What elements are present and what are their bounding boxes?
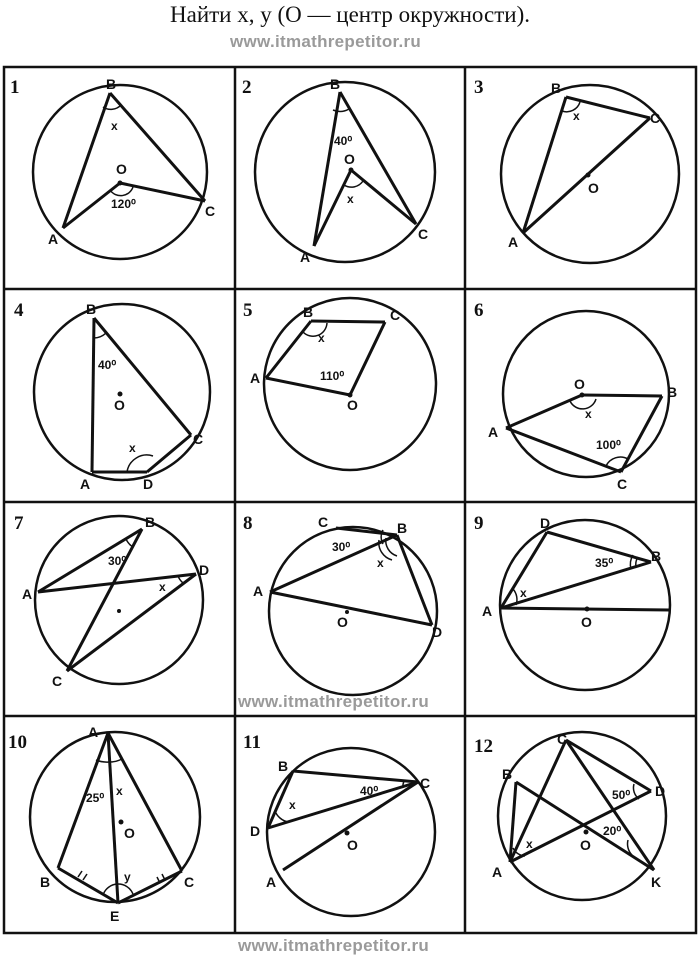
- label-B: B: [303, 304, 314, 320]
- label-C: C: [184, 874, 195, 890]
- label-O: O: [347, 837, 358, 853]
- segments: [92, 318, 191, 472]
- label-C: C: [617, 476, 628, 492]
- angle-label: 30⁰: [108, 554, 127, 568]
- label-A: A: [508, 234, 519, 250]
- label-y: y: [124, 870, 131, 884]
- center-dot: [345, 831, 350, 836]
- label-D: D: [199, 562, 210, 578]
- problem-9: [474, 513, 670, 690]
- problem-1: [10, 76, 215, 259]
- circle: [34, 304, 210, 480]
- label-A: A: [80, 476, 91, 492]
- label-B: B: [278, 758, 289, 774]
- label-A: A: [22, 586, 33, 602]
- problem-number: 10: [8, 732, 27, 753]
- label-x: x: [585, 407, 592, 421]
- label-C: C: [205, 203, 216, 219]
- center-dot: [118, 392, 123, 397]
- label-B: B: [145, 514, 156, 530]
- label-x: x: [111, 119, 118, 133]
- label-A: A: [266, 874, 277, 890]
- label-A: A: [488, 424, 499, 440]
- label-A: A: [88, 724, 99, 740]
- angle-label: 40⁰: [98, 358, 117, 372]
- segments: [266, 321, 385, 395]
- angle-label-2: 20⁰: [603, 824, 622, 838]
- angle-label: 110⁰: [320, 369, 345, 383]
- center-dot: [117, 609, 121, 613]
- page-title: Найти x, y (O — центр окружности).: [170, 2, 530, 27]
- watermark-bottom: www.itmathrepetitor.ru: [238, 936, 430, 955]
- problem-4: [14, 300, 210, 492]
- label-O: O: [114, 397, 125, 413]
- label-A: A: [250, 370, 261, 386]
- problem-number: 12: [474, 736, 493, 757]
- angle-label: 100⁰: [596, 438, 621, 452]
- label-x: x: [377, 556, 384, 570]
- label-C: C: [418, 226, 429, 242]
- label-B: B: [651, 548, 662, 564]
- label-K: K: [651, 874, 662, 890]
- problem-number: 11: [243, 732, 261, 753]
- center-dot: [580, 393, 585, 398]
- label-O: O: [337, 614, 348, 630]
- problem-2: [242, 76, 435, 265]
- label-D: D: [143, 476, 154, 492]
- label-B: B: [667, 384, 678, 400]
- segments: [314, 92, 416, 246]
- angle-label: 30⁰: [332, 540, 351, 554]
- label-O: O: [124, 825, 135, 841]
- problem-7: [14, 513, 209, 689]
- label-x: x: [573, 109, 580, 123]
- segments: [506, 395, 662, 472]
- label-C: C: [650, 110, 661, 126]
- circle: [269, 527, 437, 695]
- center-dot: [118, 181, 123, 186]
- angle-label: 120⁰: [111, 197, 136, 211]
- problem-12: [474, 731, 666, 900]
- circle: [500, 520, 670, 690]
- label-O: O: [344, 151, 355, 167]
- problem-number: 2: [242, 77, 252, 98]
- label-A: A: [300, 249, 311, 265]
- center-dot: [584, 830, 589, 835]
- label-C: C: [557, 731, 568, 747]
- problem-number: 4: [14, 300, 24, 321]
- label-x: x: [520, 586, 527, 600]
- problem-number: 1: [10, 77, 20, 98]
- problem-number: 5: [243, 300, 253, 321]
- watermark-top: www.itmathrepetitor.ru: [230, 32, 422, 51]
- label-x: x: [116, 784, 123, 798]
- label-C: C: [318, 514, 329, 530]
- label-C: C: [390, 307, 401, 323]
- label-x: x: [289, 798, 296, 812]
- watermark-middle: www.itmathrepetitor.ru: [238, 692, 430, 711]
- label-B: B: [397, 520, 408, 536]
- problem-number: 3: [474, 77, 484, 98]
- circle: [498, 732, 666, 900]
- angle-label: 25⁰: [86, 791, 105, 805]
- circle: [255, 82, 435, 262]
- label-A: A: [482, 603, 493, 619]
- label-B: B: [551, 80, 562, 96]
- problem-10: [8, 724, 200, 924]
- problem-number: 7: [14, 513, 24, 534]
- problem-11: [243, 732, 435, 916]
- label-B: B: [502, 766, 513, 782]
- problem-number: 9: [474, 513, 484, 534]
- label-A: A: [492, 864, 503, 880]
- center-dot: [119, 820, 124, 825]
- label-x: x: [347, 192, 354, 206]
- label-x: x: [159, 580, 166, 594]
- label-O: O: [580, 837, 591, 853]
- angle-label: 40⁰: [360, 784, 379, 798]
- angle-label: 35⁰: [595, 556, 614, 570]
- problem-number: 8: [243, 513, 253, 534]
- problem-5: [243, 298, 436, 470]
- label-B: B: [106, 76, 117, 92]
- problem-number: 6: [474, 300, 484, 321]
- label-C: C: [52, 673, 63, 689]
- segments: [268, 771, 418, 870]
- label-O: O: [581, 614, 592, 630]
- label-O: O: [116, 161, 127, 177]
- label-B: B: [40, 874, 51, 890]
- label-D: D: [655, 783, 666, 799]
- segments: [58, 733, 182, 903]
- label-A: A: [253, 583, 264, 599]
- label-O: O: [347, 397, 358, 413]
- label-O: O: [588, 180, 599, 196]
- center-dot: [585, 607, 590, 612]
- angle-label-1: 50⁰: [612, 788, 631, 802]
- label-x: x: [318, 331, 325, 345]
- label-C: C: [193, 431, 204, 447]
- label-D: D: [250, 823, 261, 839]
- label-B: B: [86, 301, 97, 317]
- label-C: C: [420, 775, 431, 791]
- segments: [38, 529, 196, 671]
- problem-6: [474, 300, 677, 492]
- label-O: O: [574, 376, 585, 392]
- problem-8: [243, 513, 442, 695]
- label-D: D: [432, 624, 443, 640]
- label-B: B: [330, 76, 341, 92]
- label-D: D: [540, 515, 551, 531]
- label-x: x: [526, 837, 533, 851]
- segments: [270, 528, 432, 625]
- label-A: A: [48, 231, 59, 247]
- segments: [523, 97, 650, 233]
- problem-3: [474, 77, 679, 263]
- center-dot: [586, 173, 591, 178]
- label-x: x: [129, 441, 136, 455]
- label-E: E: [110, 908, 120, 924]
- center-dot: [349, 168, 354, 173]
- angle-label: 40⁰: [334, 134, 353, 148]
